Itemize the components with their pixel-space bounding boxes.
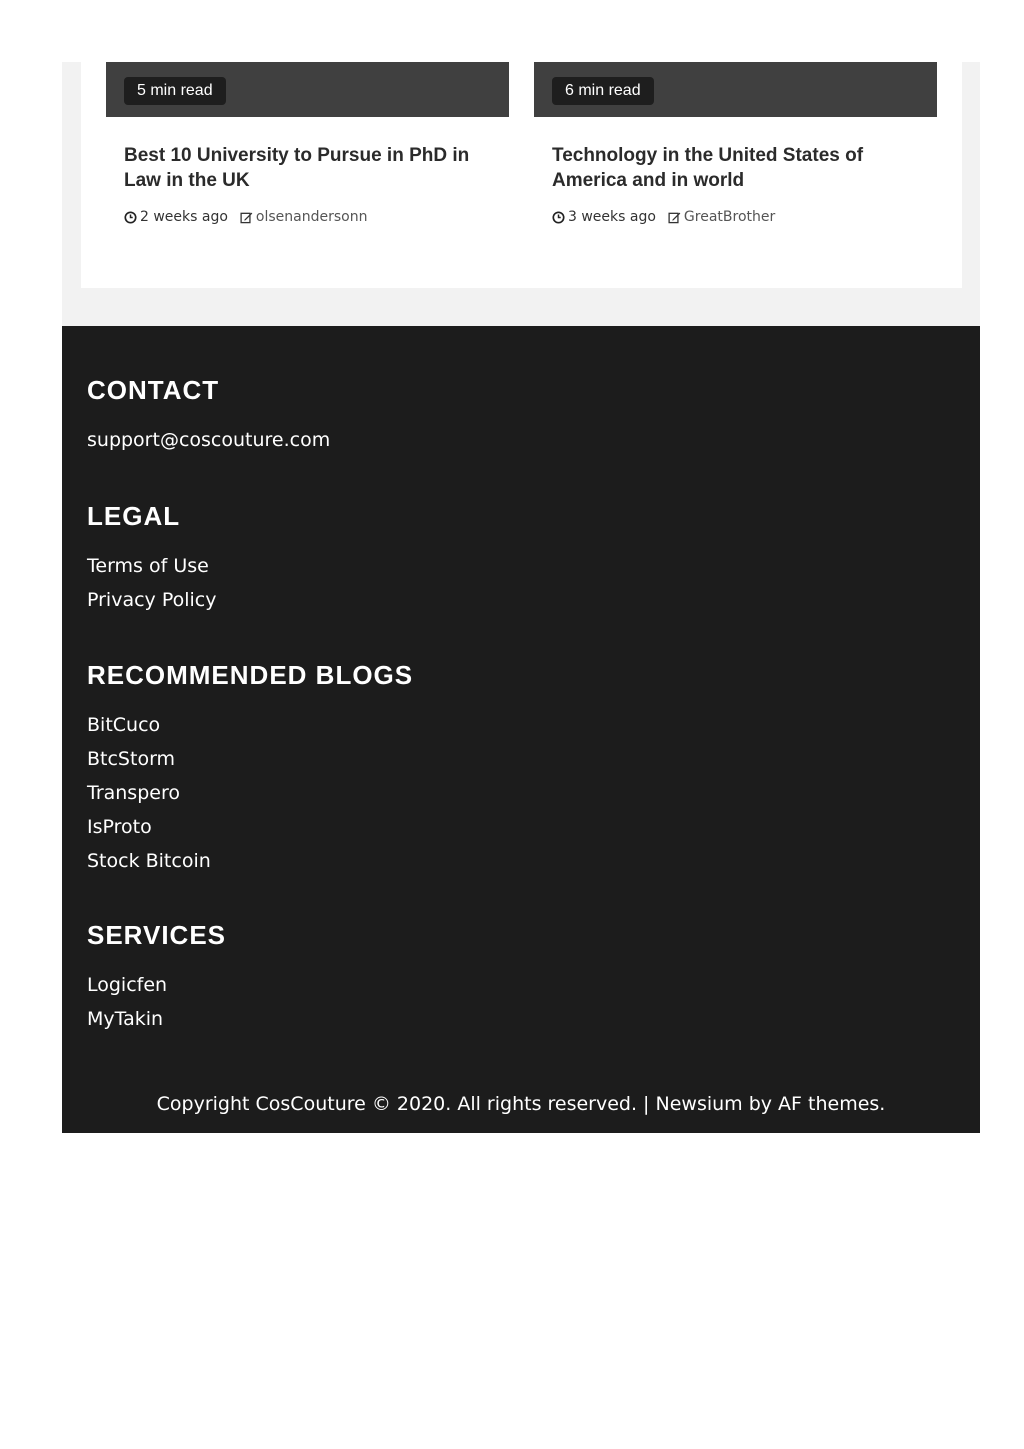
read-time-badge: 6 min read — [552, 77, 654, 105]
legal-list — [87, 549, 216, 617]
footer-link-isproto[interactable]: IsProto — [87, 816, 152, 838]
related-posts — [81, 62, 962, 288]
posts-wrapper — [62, 62, 980, 326]
post-date — [552, 209, 656, 225]
footer-services — [87, 920, 226, 1036]
services-list — [87, 968, 226, 1036]
contact-email[interactable]: support@coscouture.com — [87, 429, 331, 451]
edit-icon — [240, 211, 253, 224]
recommended-list — [87, 708, 413, 878]
post-thumbnail[interactable] — [534, 62, 937, 117]
footer-link-stock-bitcoin[interactable]: Stock Bitcoin — [87, 850, 211, 872]
post-thumbnail[interactable] — [106, 62, 509, 117]
footer-contact — [87, 375, 330, 457]
post-title[interactable]: Best 10 University to Pursue in PhD in Law in the UK — [124, 145, 470, 191]
footer-link-privacy[interactable]: Privacy Policy — [87, 589, 217, 611]
contact-heading: CONTACT — [87, 375, 220, 405]
footer-link-mytakin[interactable]: MyTakin — [87, 1008, 164, 1030]
clock-icon — [552, 211, 565, 224]
post-author[interactable] — [668, 209, 775, 225]
footer-link-logicfen[interactable]: Logicfen — [87, 974, 168, 996]
recommended-heading: RECOMMENDED BLOGS — [87, 660, 414, 690]
footer-link-bitcuco[interactable]: BitCuco — [87, 714, 161, 736]
read-time-badge: 5 min read — [124, 77, 226, 105]
footer-link-btcstorm[interactable]: BtcStorm — [87, 748, 176, 770]
footer-recommended — [87, 660, 413, 878]
post-title[interactable]: Technology in the United States of America and in world — [552, 145, 864, 191]
footer-link-transpero[interactable]: Transpero — [87, 782, 180, 804]
copyright-text: Copyright CosCouture © 2020. All rights reserved. | Newsium by AF themes. — [156, 1093, 886, 1115]
post-meta — [124, 209, 491, 225]
post-author[interactable] — [240, 209, 368, 225]
edit-icon — [668, 211, 681, 224]
post-meta — [552, 209, 919, 225]
post-card[interactable] — [534, 62, 937, 225]
clock-icon — [124, 211, 137, 224]
legal-heading: LEGAL — [87, 501, 181, 531]
site-footer — [62, 326, 980, 1133]
post-date-text: 2 weeks ago — [140, 209, 228, 225]
post-author-link[interactable]: olsenandersonn — [255, 209, 368, 225]
services-heading: SERVICES — [87, 920, 227, 950]
post-author-link[interactable]: GreatBrother — [683, 209, 776, 225]
post-date-text: 3 weeks ago — [568, 209, 656, 225]
footer-legal — [87, 501, 216, 617]
post-card[interactable] — [106, 62, 509, 225]
post-date — [124, 209, 228, 225]
footer-link-terms[interactable]: Terms of Use — [87, 555, 209, 577]
